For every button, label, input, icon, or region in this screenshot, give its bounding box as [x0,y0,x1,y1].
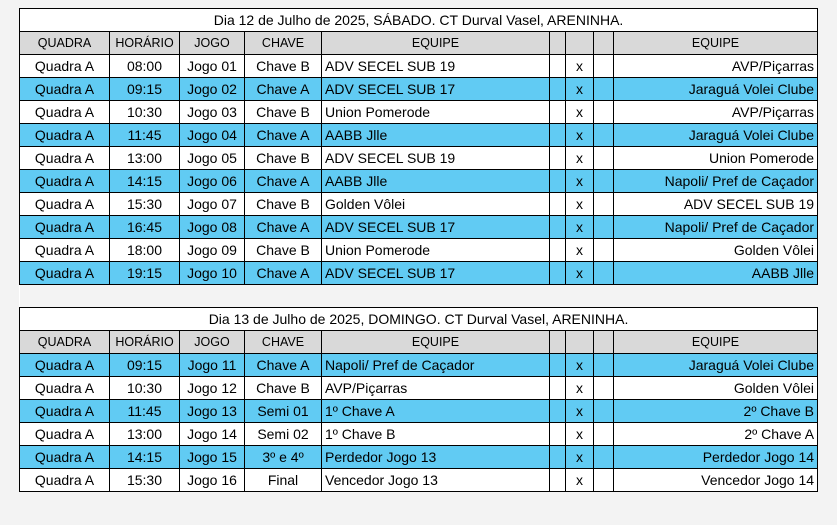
game-row [20,423,818,446]
team-a-cell: Golden Vôlei [322,193,550,216]
team-a-cell: AABB Jlle [322,170,550,193]
team-b-cell: 2º Chave B [614,400,818,423]
game-number-cell: Jogo 13 [180,400,245,423]
group-cell: Chave A [245,354,322,377]
score-a-cell [550,124,566,147]
day2-title: Dia 13 de Julho de 2025, DOMINGO. CT Durval Vasel, ARENINHA. [20,308,818,331]
team-a-cell: Napoli/ Pref de Caçador [322,354,550,377]
game-number-cell: Jogo 04 [180,124,245,147]
game-row [20,239,818,262]
group-cell: Semi 02 [245,423,322,446]
col-header-jogo: JOGO [180,32,245,55]
score-b-cell [594,239,614,262]
section-gap [20,285,818,308]
court-cell: Quadra A [20,101,110,124]
group-cell: Chave A [245,78,322,101]
versus-cell: x [566,193,594,216]
versus-cell: x [566,170,594,193]
team-a-cell: Union Pomerode [322,239,550,262]
time-cell: 11:45 [110,124,180,147]
court-cell: Quadra A [20,239,110,262]
score-b-cell [594,216,614,239]
court-cell: Quadra A [20,377,110,400]
team-a-cell: AVP/Piçarras [322,377,550,400]
score-a-cell [550,170,566,193]
col-header-blank-2 [566,331,594,354]
team-a-cell: AABB Jlle [322,124,550,147]
score-a-cell [550,423,566,446]
time-cell: 11:45 [110,400,180,423]
team-b-cell: Union Pomerode [614,147,818,170]
game-row [20,216,818,239]
time-cell: 16:45 [110,216,180,239]
col-header-jogo: JOGO [180,331,245,354]
score-a-cell [550,55,566,78]
col-header-blank-3 [594,32,614,55]
versus-cell: x [566,377,594,400]
col-header-quadra: QUADRA [20,331,110,354]
versus-cell: x [566,101,594,124]
team-b-cell: AVP/Piçarras [614,55,818,78]
versus-cell: x [566,400,594,423]
team-b-cell: 2º Chave A [614,423,818,446]
score-b-cell [594,400,614,423]
group-cell: Chave B [245,193,322,216]
time-cell: 15:30 [110,469,180,492]
col-header-blank-1 [550,32,566,55]
score-b-cell [594,170,614,193]
group-cell: Chave A [245,124,322,147]
game-row [20,170,818,193]
score-b-cell [594,446,614,469]
time-cell: 14:15 [110,446,180,469]
team-a-cell: Union Pomerode [322,101,550,124]
score-a-cell [550,400,566,423]
team-a-cell: 1º Chave B [322,423,550,446]
court-cell: Quadra A [20,147,110,170]
versus-cell: x [566,239,594,262]
score-a-cell [550,377,566,400]
court-cell: Quadra A [20,262,110,285]
col-header-equipe-b: EQUIPE [614,32,818,55]
game-row [20,377,818,400]
time-cell: 13:00 [110,423,180,446]
court-cell: Quadra A [20,124,110,147]
col-header-chave: CHAVE [245,32,322,55]
score-b-cell [594,55,614,78]
game-row [20,55,818,78]
score-b-cell [594,78,614,101]
versus-cell: x [566,469,594,492]
score-a-cell [550,354,566,377]
game-row [20,193,818,216]
score-b-cell [594,193,614,216]
game-row [20,262,818,285]
court-cell: Quadra A [20,78,110,101]
time-cell: 14:15 [110,170,180,193]
score-b-cell [594,147,614,170]
versus-cell: x [566,262,594,285]
game-row [20,469,818,492]
score-b-cell [594,354,614,377]
court-cell: Quadra A [20,216,110,239]
court-cell: Quadra A [20,400,110,423]
court-cell: Quadra A [20,354,110,377]
versus-cell: x [566,216,594,239]
score-a-cell [550,147,566,170]
team-a-cell: 1º Chave A [322,400,550,423]
day1-title: Dia 12 de Julho de 2025, SÁBADO. CT Durval Vasel, ARENINHA. [20,9,818,32]
team-a-cell: Vencedor Jogo 13 [322,469,550,492]
group-cell: Chave B [245,55,322,78]
col-header-equipe-a: EQUIPE [322,331,550,354]
game-number-cell: Jogo 07 [180,193,245,216]
court-cell: Quadra A [20,170,110,193]
game-number-cell: Jogo 05 [180,147,245,170]
score-a-cell [550,239,566,262]
day2-header-row [20,331,818,354]
versus-cell: x [566,78,594,101]
game-number-cell: Jogo 12 [180,377,245,400]
group-cell: Chave A [245,216,322,239]
game-row [20,354,818,377]
col-header-chave: CHAVE [245,331,322,354]
game-number-cell: Jogo 06 [180,170,245,193]
day2-section [20,308,818,492]
group-cell: Chave A [245,170,322,193]
score-a-cell [550,216,566,239]
team-b-cell: Jaraguá Volei Clube [614,354,818,377]
team-b-cell: Napoli/ Pref de Caçador [614,216,818,239]
game-number-cell: Jogo 16 [180,469,245,492]
game-row [20,147,818,170]
team-b-cell: Golden Vôlei [614,239,818,262]
group-cell: Chave B [245,101,322,124]
col-header-horario: HORÁRIO [110,32,180,55]
team-a-cell: ADV SECEL SUB 17 [322,216,550,239]
court-cell: Quadra A [20,469,110,492]
game-number-cell: Jogo 14 [180,423,245,446]
group-cell: Semi 01 [245,400,322,423]
game-row [20,400,818,423]
score-b-cell [594,101,614,124]
score-b-cell [594,423,614,446]
score-a-cell [550,78,566,101]
time-cell: 09:15 [110,354,180,377]
score-a-cell [550,262,566,285]
day1-section [20,9,818,285]
group-cell: 3º e 4º [245,446,322,469]
team-b-cell: ADV SECEL SUB 19 [614,193,818,216]
game-number-cell: Jogo 03 [180,101,245,124]
versus-cell: x [566,446,594,469]
time-cell: 15:30 [110,193,180,216]
score-a-cell [550,446,566,469]
game-number-cell: Jogo 08 [180,216,245,239]
group-cell: Final [245,469,322,492]
team-b-cell: Perdedor Jogo 14 [614,446,818,469]
score-b-cell [594,469,614,492]
team-a-cell: ADV SECEL SUB 17 [322,78,550,101]
team-a-cell: Perdedor Jogo 13 [322,446,550,469]
time-cell: 08:00 [110,55,180,78]
col-header-blank-2 [566,32,594,55]
team-b-cell: AABB Jlle [614,262,818,285]
time-cell: 10:30 [110,377,180,400]
schedule-table [19,8,818,492]
group-cell: Chave B [245,377,322,400]
group-cell: Chave A [245,262,322,285]
game-row [20,446,818,469]
time-cell: 18:00 [110,239,180,262]
time-cell: 10:30 [110,101,180,124]
game-row [20,124,818,147]
court-cell: Quadra A [20,193,110,216]
game-number-cell: Jogo 11 [180,354,245,377]
time-cell: 09:15 [110,78,180,101]
team-b-cell: Jaraguá Volei Clube [614,124,818,147]
col-header-blank-3 [594,331,614,354]
score-a-cell [550,193,566,216]
court-cell: Quadra A [20,423,110,446]
game-number-cell: Jogo 01 [180,55,245,78]
team-a-cell: ADV SECEL SUB 17 [322,262,550,285]
day1-header-row [20,32,818,55]
versus-cell: x [566,354,594,377]
score-a-cell [550,469,566,492]
versus-cell: x [566,423,594,446]
time-cell: 19:15 [110,262,180,285]
time-cell: 13:00 [110,147,180,170]
game-row [20,78,818,101]
group-cell: Chave B [245,239,322,262]
team-b-cell: Golden Vôlei [614,377,818,400]
score-b-cell [594,124,614,147]
versus-cell: x [566,147,594,170]
team-b-cell: Jaraguá Volei Clube [614,78,818,101]
game-number-cell: Jogo 10 [180,262,245,285]
court-cell: Quadra A [20,446,110,469]
group-cell: Chave B [245,147,322,170]
game-row [20,101,818,124]
col-header-equipe-a: EQUIPE [322,32,550,55]
game-number-cell: Jogo 09 [180,239,245,262]
court-cell: Quadra A [20,55,110,78]
schedule-sheet [19,8,817,492]
team-a-cell: ADV SECEL SUB 19 [322,55,550,78]
col-header-quadra: QUADRA [20,32,110,55]
col-header-blank-1 [550,331,566,354]
game-number-cell: Jogo 15 [180,446,245,469]
game-number-cell: Jogo 02 [180,78,245,101]
versus-cell: x [566,124,594,147]
score-b-cell [594,377,614,400]
team-b-cell: AVP/Piçarras [614,101,818,124]
col-header-horario: HORÁRIO [110,331,180,354]
score-a-cell [550,101,566,124]
versus-cell: x [566,55,594,78]
team-b-cell: Vencedor Jogo 14 [614,469,818,492]
col-header-equipe-b: EQUIPE [614,331,818,354]
team-b-cell: Napoli/ Pref de Caçador [614,170,818,193]
team-a-cell: ADV SECEL SUB 19 [322,147,550,170]
score-b-cell [594,262,614,285]
